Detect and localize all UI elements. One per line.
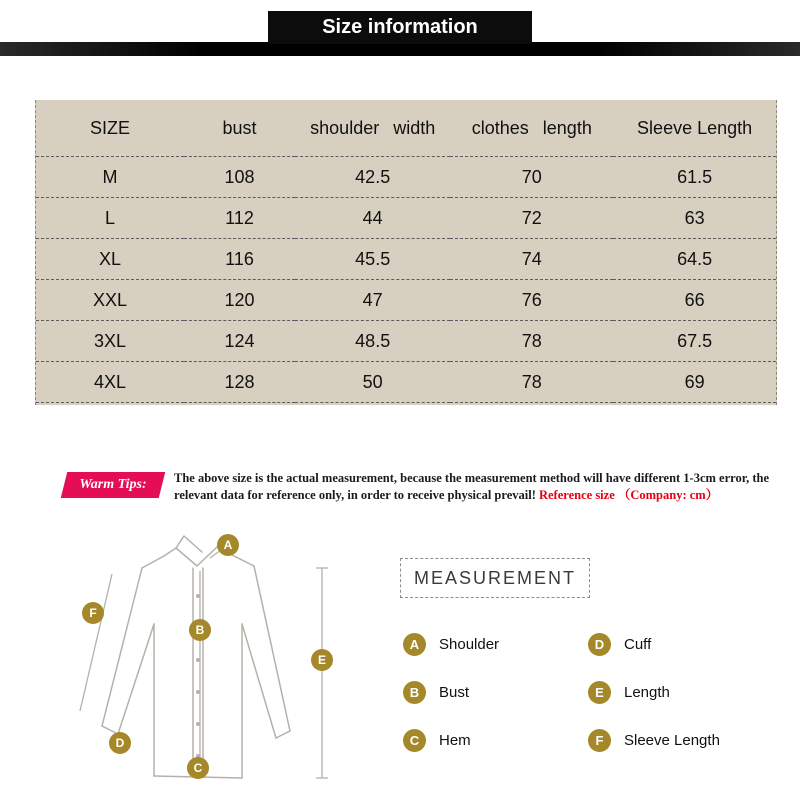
cell-sleeve: 67.5 xyxy=(677,330,713,351)
cell-shoulder: 42.5 xyxy=(355,166,391,187)
cell-bust: 120 xyxy=(224,289,255,310)
cell-clothes: 78 xyxy=(521,330,542,351)
cell-shoulder: 45.5 xyxy=(355,248,391,269)
measurement-legend xyxy=(403,632,798,752)
marker-d-badge: D xyxy=(588,633,611,656)
svg-text:C: C xyxy=(193,761,203,775)
cell-bust: 128 xyxy=(224,371,255,392)
table-row xyxy=(36,280,776,321)
table-row xyxy=(36,362,776,403)
warm-tips-label: Warm Tips: xyxy=(79,477,147,492)
banner-ribbon-bar xyxy=(0,42,800,56)
cell-sleeve: 63 xyxy=(684,207,705,228)
cell-size: XXL xyxy=(92,289,128,310)
legend-label: Bust xyxy=(439,683,470,701)
marker-f-badge: F xyxy=(588,729,611,752)
cell-shoulder: 50 xyxy=(362,371,383,392)
cell-clothes: 70 xyxy=(521,166,542,187)
col-header-shoulder: shoulder width xyxy=(310,117,436,138)
cell-bust: 108 xyxy=(224,166,255,187)
cell-bust: 124 xyxy=(224,330,255,351)
marker-c-badge: C xyxy=(403,729,426,752)
svg-text:B: B xyxy=(195,623,205,637)
svg-text:F: F xyxy=(89,606,97,620)
legend-item-shoulder xyxy=(403,632,588,656)
legend-item-sleeve-length xyxy=(588,728,798,752)
tips-line2: the relevant data for reference only, in order to receive physical prevail! xyxy=(174,471,770,502)
table-row xyxy=(36,239,776,280)
cell-bust: 116 xyxy=(225,248,254,269)
table-row xyxy=(36,198,776,239)
size-table-panel xyxy=(35,100,777,405)
size-table xyxy=(36,100,776,403)
table-row xyxy=(36,321,776,362)
cell-clothes: 74 xyxy=(521,248,542,269)
svg-text:A: A xyxy=(223,538,233,552)
marker-e-badge: E xyxy=(588,681,611,704)
marker-e-icon xyxy=(311,649,333,671)
cell-shoulder: 47 xyxy=(362,289,383,310)
cell-sleeve: 66 xyxy=(684,289,705,310)
tips-line1: The above size is the actual measurement, because the measurement method will have different 1-3cm error, xyxy=(174,471,750,485)
marker-d-icon xyxy=(109,732,131,754)
measurement-title-box: MEASUREMENT xyxy=(400,558,590,598)
legend-label: Sleeve Length xyxy=(624,731,720,749)
table-row xyxy=(36,157,776,198)
cell-sleeve: 61.5 xyxy=(677,166,713,187)
col-header-sleeve: Sleeve Length xyxy=(637,117,753,138)
cell-size: 4XL xyxy=(93,371,127,392)
legend-item-length xyxy=(588,680,798,704)
shirt-diagram xyxy=(50,526,360,796)
cell-clothes: 72 xyxy=(521,207,542,228)
cell-sleeve: 64.5 xyxy=(677,248,713,269)
cell-size: XL xyxy=(98,248,122,269)
warm-tips-text xyxy=(174,470,780,504)
legend-label: Length xyxy=(624,683,670,701)
cell-size: 3XL xyxy=(93,330,127,351)
cell-clothes: 78 xyxy=(521,371,542,392)
cell-size: M xyxy=(102,166,118,187)
marker-b-icon xyxy=(189,619,211,641)
col-header-bust: bust xyxy=(222,117,257,138)
col-header-clothes: clothes length xyxy=(471,117,592,138)
marker-a-icon xyxy=(217,534,239,556)
table-header-row xyxy=(36,100,776,157)
svg-text:E: E xyxy=(317,653,327,667)
warm-tips-badge xyxy=(61,472,165,498)
page-title: Size information xyxy=(268,11,532,44)
marker-c-icon xyxy=(187,757,209,779)
legend-item-cuff xyxy=(588,632,798,656)
tips-reference: Reference size （Company: cm） xyxy=(538,488,719,502)
legend-item-bust xyxy=(403,680,588,704)
legend-label: Cuff xyxy=(624,635,652,653)
legend-label: Hem xyxy=(439,731,471,749)
cell-clothes: 76 xyxy=(521,289,542,310)
marker-f-icon xyxy=(82,602,104,624)
col-header-size: SIZE xyxy=(89,117,130,138)
marker-b-badge: B xyxy=(403,681,426,704)
svg-text:D: D xyxy=(115,736,125,750)
legend-label: Shoulder xyxy=(439,635,500,653)
legend-item-hem xyxy=(403,728,588,752)
cell-shoulder: 48.5 xyxy=(355,330,391,351)
marker-a-badge: A xyxy=(403,633,426,656)
cell-shoulder: 44 xyxy=(362,207,383,228)
cell-bust: 112 xyxy=(225,207,254,228)
cell-sleeve: 69 xyxy=(684,371,705,392)
cell-size: L xyxy=(104,207,115,228)
